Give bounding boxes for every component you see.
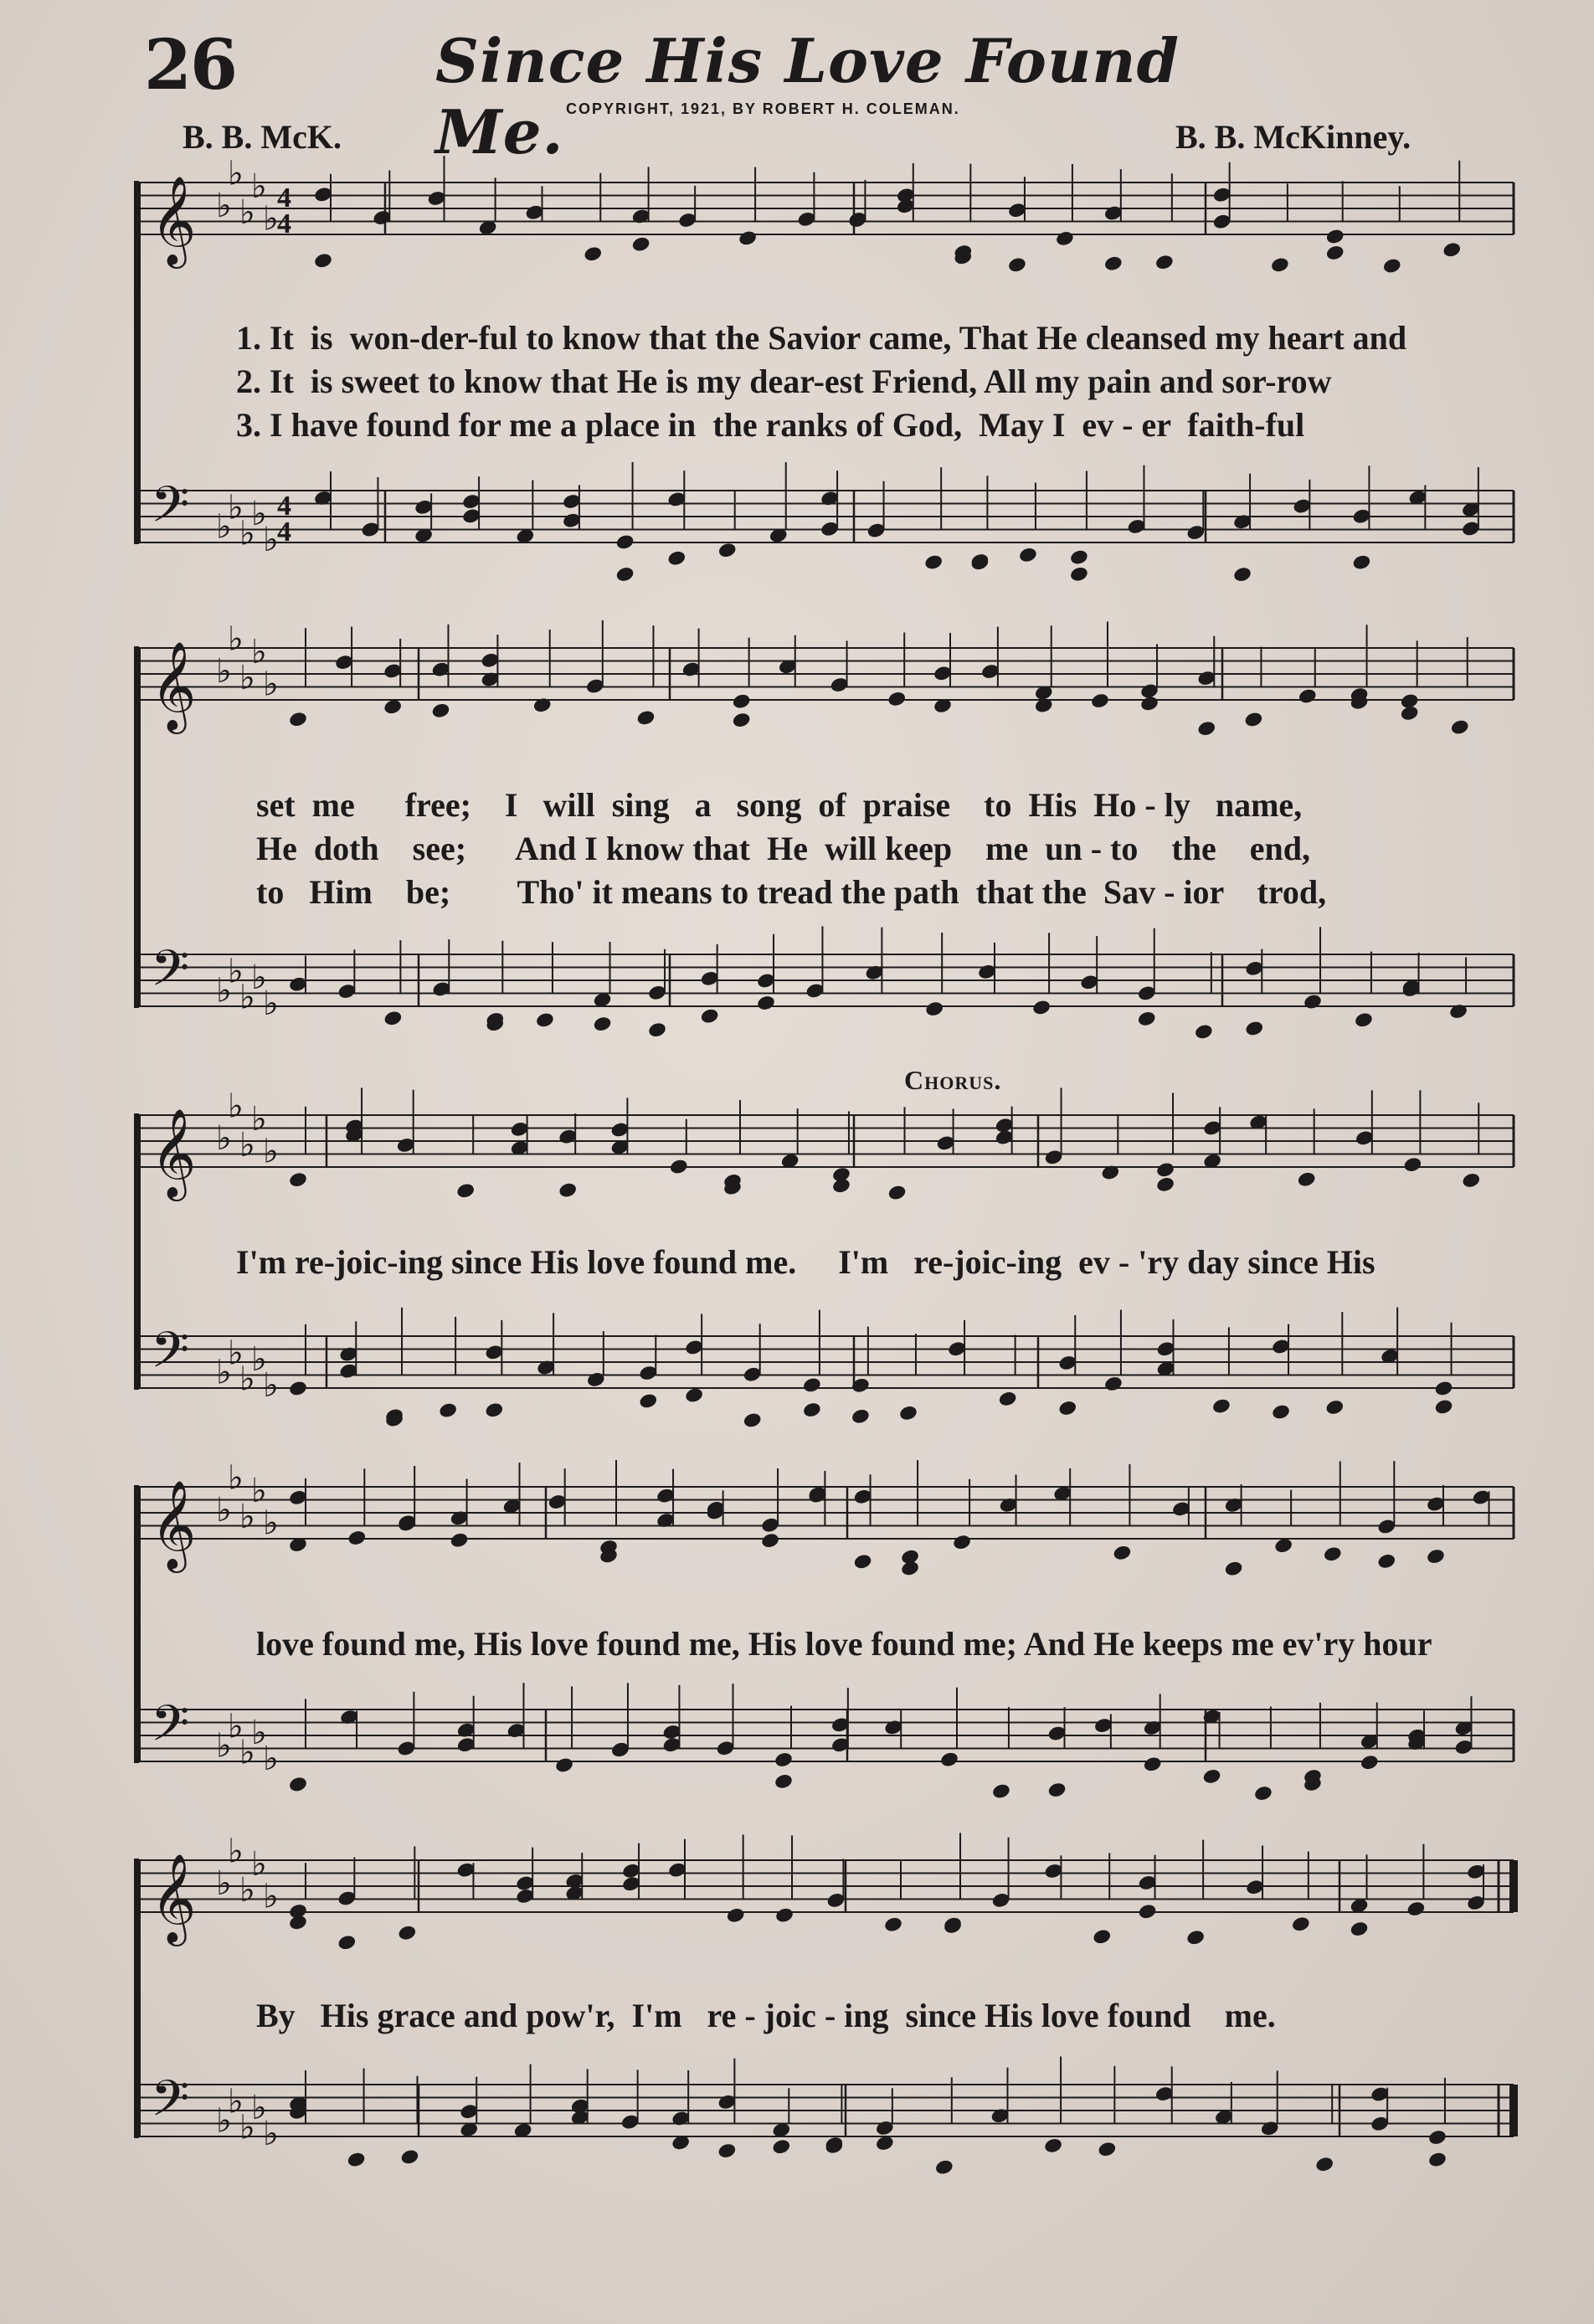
bass-note-head xyxy=(535,1011,555,1029)
lyric-line: He doth see; And I know that He will keep me un - to the end, xyxy=(256,830,1310,867)
flat-sign-icon: ♭ xyxy=(239,193,255,232)
bass-note-head xyxy=(1244,1020,1264,1037)
copyright-notice: COPYRIGHT, 1921, BY ROBERT H. COLEMAN. xyxy=(566,100,960,117)
bass-note-head xyxy=(743,1411,763,1429)
bass-note-head xyxy=(802,1401,822,1419)
treble-note-head xyxy=(726,1906,746,1924)
treble-note-head xyxy=(1007,256,1027,274)
bass-note-head xyxy=(1047,1782,1067,1799)
treble-note-head xyxy=(288,1914,308,1931)
treble-note-head xyxy=(1224,1560,1244,1577)
system-brace xyxy=(134,646,139,1008)
treble-note-head xyxy=(455,1182,476,1200)
flat-sign-icon: ♭ xyxy=(251,495,267,533)
bass-note-head xyxy=(771,2138,791,2156)
bass-clef-icon: 𝄢 xyxy=(151,2069,190,2140)
bass-note-head xyxy=(647,1021,667,1039)
bass-note-head xyxy=(851,1407,871,1425)
bass-note-head xyxy=(1069,548,1089,566)
flat-sign-icon: ♭ xyxy=(263,1740,279,1778)
flat-sign-icon: ♭ xyxy=(228,1087,244,1126)
time-signature-top: 4 xyxy=(277,491,291,522)
flat-sign-icon: ♭ xyxy=(216,652,232,691)
treble-note-head xyxy=(738,229,758,247)
treble-note-head xyxy=(883,1915,903,1933)
bass-note-head xyxy=(438,1401,458,1419)
treble-note-head xyxy=(1400,704,1420,722)
flat-sign-icon: ♭ xyxy=(251,1340,267,1379)
flat-sign-icon: ♭ xyxy=(251,1099,267,1139)
treble-note-head xyxy=(1139,695,1160,712)
lyric-line: 2. It is sweet to know that He is my dear-est Friend, All my pain and sor-row xyxy=(236,362,1332,400)
treble-note-head xyxy=(1270,256,1290,274)
treble-clef-icon: 𝄞 xyxy=(151,640,197,730)
treble-note-head xyxy=(831,1166,851,1184)
flat-sign-icon: ♭ xyxy=(239,658,255,697)
treble-note-head xyxy=(1426,1548,1446,1566)
flat-sign-icon: ♭ xyxy=(251,1714,267,1752)
flat-sign-icon: ♭ xyxy=(239,2108,255,2147)
bass-clef-icon: 𝄢 xyxy=(151,475,190,546)
bass-note-head xyxy=(717,542,738,559)
treble-note-head xyxy=(952,1534,972,1551)
flat-sign-icon: ♭ xyxy=(239,978,255,1017)
bass-note-head xyxy=(1103,1375,1124,1392)
bass-note-head xyxy=(923,553,944,571)
flat-sign-icon: ♭ xyxy=(216,1353,232,1392)
flat-sign-icon: ♭ xyxy=(251,1471,267,1510)
treble-note-head xyxy=(431,702,451,719)
treble-note-head xyxy=(1092,1928,1112,1946)
flat-sign-icon: ♭ xyxy=(228,2082,244,2121)
bass-note-head xyxy=(554,1756,574,1774)
bass-note-head xyxy=(383,1010,403,1027)
treble-note-head xyxy=(1154,254,1175,271)
treble-note-head xyxy=(450,1531,470,1549)
bass-clef-icon: 𝄢 xyxy=(151,938,190,1010)
flat-sign-icon: ♭ xyxy=(228,1832,244,1871)
flat-sign-icon: ♭ xyxy=(239,1497,255,1536)
bass-note-head xyxy=(1354,1011,1374,1029)
treble-note-head xyxy=(532,697,553,714)
bass-note-head xyxy=(1018,546,1038,563)
bass-note-head xyxy=(898,1404,918,1422)
bass-note-head xyxy=(484,1401,504,1419)
treble-note-head xyxy=(1155,1161,1175,1179)
bass-note-head xyxy=(1351,553,1371,571)
flat-sign-icon: ♭ xyxy=(263,2115,279,2153)
bass-note-head xyxy=(1057,1400,1077,1417)
bass-note-head xyxy=(1253,1785,1273,1802)
time-signature-top: 4 xyxy=(277,183,291,213)
bass-note-head xyxy=(615,566,635,584)
flat-sign-icon: ♭ xyxy=(216,1491,232,1530)
treble-clef-icon: 𝄞 xyxy=(151,175,197,265)
bass-note-head xyxy=(991,1782,1011,1800)
bass-note-head xyxy=(288,1380,308,1397)
treble-note-head xyxy=(636,709,656,727)
bass-note-head xyxy=(774,1772,794,1790)
treble-note-head xyxy=(669,1158,689,1175)
treble-note-head xyxy=(1297,1170,1317,1188)
bass-note-head xyxy=(1427,2129,1447,2147)
lyric-line: 3. I have found for me a place in the ranks of God, May I ev - er faith-ful xyxy=(236,406,1305,444)
bass-note-head xyxy=(1211,1397,1231,1415)
treble-note-head xyxy=(1325,228,1345,245)
bass-note-head xyxy=(399,2148,419,2166)
bass-note-head xyxy=(1314,2156,1334,2173)
treble-note-head xyxy=(1196,720,1216,738)
lyric-line: By His grace and pow'r, I'm re - joic - ing since His love found me. xyxy=(256,1997,1276,2034)
bass-note-head xyxy=(1271,1403,1291,1421)
bass-note-head xyxy=(288,1776,308,1793)
treble-note-head xyxy=(631,235,651,253)
flat-sign-icon: ♭ xyxy=(228,1458,244,1498)
flat-sign-icon: ♭ xyxy=(239,1360,255,1399)
bass-note-head xyxy=(756,995,776,1012)
flat-sign-icon: ♭ xyxy=(216,187,232,225)
treble-note-head xyxy=(887,1184,908,1201)
flat-sign-icon: ♭ xyxy=(228,1334,244,1373)
treble-clef-icon: 𝄞 xyxy=(151,1853,197,1942)
bass-note-head xyxy=(615,533,635,551)
flat-sign-icon: ♭ xyxy=(263,1132,279,1171)
flat-sign-icon: ♭ xyxy=(228,154,244,193)
bass-note-head xyxy=(802,1376,822,1394)
flat-sign-icon: ♭ xyxy=(263,1504,279,1543)
treble-note-head xyxy=(732,692,752,710)
flat-sign-icon: ♭ xyxy=(216,971,232,1010)
flat-sign-icon: ♭ xyxy=(239,1733,255,1772)
treble-note-head xyxy=(313,252,333,270)
system-brace xyxy=(134,181,139,544)
bass-note-head xyxy=(347,2151,367,2168)
treble-note-head xyxy=(1406,1900,1426,1918)
treble-note-head xyxy=(1185,1929,1206,1946)
treble-note-head xyxy=(583,245,603,263)
treble-note-head xyxy=(1461,1171,1481,1189)
treble-note-head xyxy=(1376,1552,1396,1570)
treble-note-head xyxy=(558,1181,578,1199)
flat-sign-icon: ♭ xyxy=(228,488,244,527)
flat-sign-icon: ♭ xyxy=(228,620,244,659)
bass-note-head xyxy=(1303,993,1323,1010)
bass-note-head xyxy=(684,1386,704,1404)
bass-note-head xyxy=(638,1392,658,1410)
bass-note-head xyxy=(1143,1756,1163,1773)
bass-note-head xyxy=(1324,1398,1345,1416)
treble-note-head xyxy=(900,1548,920,1566)
composer-credit: B. B. McKinney. xyxy=(1175,118,1411,156)
bass-note-head xyxy=(1434,1380,1454,1397)
treble-note-head xyxy=(1402,1156,1422,1174)
treble-note-head xyxy=(1298,687,1318,705)
flat-sign-icon: ♭ xyxy=(216,507,232,547)
treble-clef-icon: 𝄞 xyxy=(151,1479,197,1569)
flat-sign-icon: ♭ xyxy=(263,985,279,1023)
hymn-title: Since His Love Found Me. xyxy=(435,25,1180,167)
flat-sign-icon: ♭ xyxy=(239,514,255,553)
treble-note-head xyxy=(1325,244,1345,262)
treble-note-head xyxy=(1291,1915,1311,1933)
time-signature-bottom: 4 xyxy=(277,517,291,548)
treble-note-head xyxy=(853,1553,873,1571)
flat-sign-icon: ♭ xyxy=(239,1870,255,1910)
treble-note-head xyxy=(337,1934,357,1951)
flat-sign-icon: ♭ xyxy=(228,952,244,991)
lyric-line: I'm re-joic-ing since His love found me. I'm re-joic-ing ev - 'ry day since His xyxy=(236,1243,1375,1281)
bass-note-head xyxy=(1202,1767,1222,1785)
system-brace xyxy=(134,1859,139,2138)
bass-note-head xyxy=(666,549,686,567)
lyric-line: to Him be; Tho' it means to tread the path that the Sav - ior trod, xyxy=(256,873,1327,911)
lyric-line: love found me, His love found me, His love found me; And He keeps me ev'ry hour xyxy=(256,1625,1432,1663)
flat-sign-icon: ♭ xyxy=(239,1125,255,1165)
flat-sign-icon: ♭ xyxy=(216,1119,232,1158)
flat-sign-icon: ♭ xyxy=(251,632,267,671)
flat-sign-icon: ♭ xyxy=(216,2101,232,2141)
treble-note-head xyxy=(1155,1175,1175,1193)
bass-clef-icon: 𝄢 xyxy=(151,1320,190,1391)
treble-clef-icon: 𝄞 xyxy=(151,1108,197,1197)
bass-note-head xyxy=(1427,2151,1447,2168)
system-brace xyxy=(134,1113,139,1390)
bass-note-head xyxy=(1194,1023,1214,1041)
bass-note-head xyxy=(1031,999,1052,1016)
lyric-line: set me free; I will sing a song of praise to His Ho - ly name, xyxy=(256,786,1303,824)
bass-note-head xyxy=(924,1000,944,1018)
chorus-label: Chorus. xyxy=(904,1065,1002,1095)
treble-note-head xyxy=(732,712,752,729)
flat-sign-icon: ♭ xyxy=(251,959,267,997)
flat-sign-icon: ♭ xyxy=(216,1864,232,1903)
flat-sign-icon: ♭ xyxy=(263,665,279,704)
bass-note-head xyxy=(1069,565,1089,583)
bass-note-head xyxy=(1137,1010,1157,1027)
flat-sign-icon: ♭ xyxy=(251,1844,267,1884)
lyric-line: 1. It is won-der-ful to know that the Savior came, That He cleansed my heart and xyxy=(236,319,1407,357)
treble-note-head xyxy=(1450,718,1470,736)
lyricist-credit: B. B. McK. xyxy=(183,118,342,156)
flat-sign-icon: ♭ xyxy=(251,167,267,206)
flat-sign-icon: ♭ xyxy=(216,1726,232,1766)
flat-sign-icon: ♭ xyxy=(228,1707,244,1746)
bass-note-head xyxy=(1360,1754,1380,1771)
flat-sign-icon: ♭ xyxy=(263,521,279,559)
treble-note-head xyxy=(774,1906,794,1924)
bass-note-head xyxy=(700,1007,720,1025)
bass-note-head xyxy=(1448,1003,1468,1021)
bass-note-head xyxy=(593,1015,613,1033)
treble-note-head xyxy=(760,1532,780,1550)
hymn-number: 26 xyxy=(144,25,237,105)
treble-note-head xyxy=(1350,1920,1370,1938)
treble-note-head xyxy=(1138,1903,1158,1920)
treble-note-head xyxy=(1090,692,1110,710)
treble-note-head xyxy=(1243,711,1263,728)
bass-note-head xyxy=(934,2158,954,2176)
bass-note-head xyxy=(1434,1398,1454,1416)
treble-note-head xyxy=(1112,1544,1132,1561)
flat-sign-icon: ♭ xyxy=(263,199,279,239)
bass-note-head xyxy=(774,1751,794,1769)
flat-sign-icon: ♭ xyxy=(263,1877,279,1916)
bass-note-head xyxy=(1043,2136,1063,2154)
flat-sign-icon: ♭ xyxy=(251,2089,267,2127)
treble-note-head xyxy=(887,690,907,707)
treble-note-head xyxy=(347,1530,367,1547)
treble-note-head xyxy=(1103,255,1124,272)
system-brace xyxy=(134,1485,139,1763)
bass-note-head xyxy=(1232,566,1252,584)
treble-note-head xyxy=(288,1171,308,1189)
flat-sign-icon: ♭ xyxy=(263,1366,279,1405)
treble-note-head xyxy=(1382,257,1402,275)
treble-note-head xyxy=(1442,241,1462,259)
bass-clef-icon: 𝄢 xyxy=(151,1694,190,1765)
time-signature-bottom: 4 xyxy=(277,208,291,239)
bass-note-head xyxy=(1097,2141,1117,2158)
treble-note-head xyxy=(397,1924,417,1941)
bass-note-head xyxy=(939,1751,959,1768)
bass-note-head xyxy=(998,1390,1018,1407)
treble-note-head xyxy=(288,711,308,728)
bass-note-head xyxy=(717,2142,737,2160)
treble-note-head xyxy=(1323,1545,1343,1563)
treble-note-head xyxy=(1055,229,1075,247)
